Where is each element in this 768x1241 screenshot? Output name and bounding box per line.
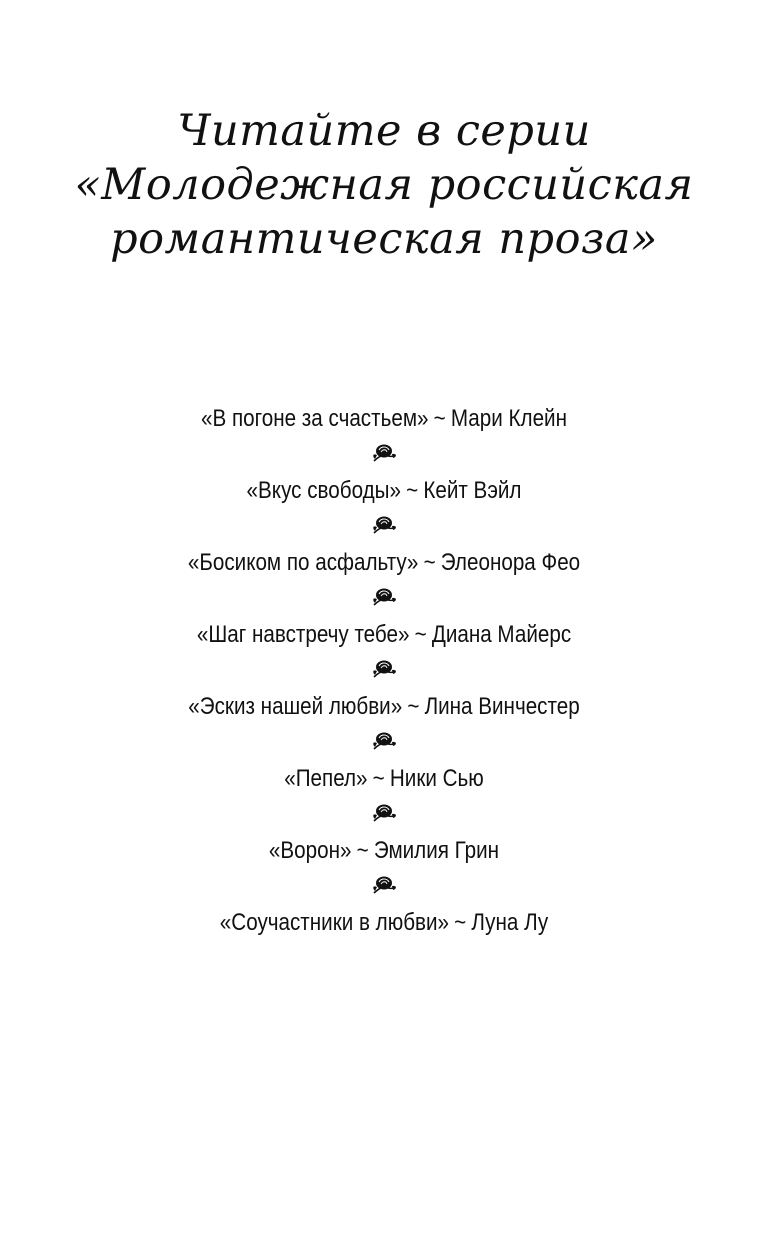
book-line xyxy=(54,473,714,509)
book-author: Эмилия Грин xyxy=(373,837,500,864)
book-title: «Ворон» xyxy=(268,837,352,864)
book-entry xyxy=(0,689,768,761)
heading-line: «Молодежная российская xyxy=(74,160,694,210)
book-title: «Соучастники в любви» xyxy=(219,909,450,936)
book-author: Диана Майерс xyxy=(431,621,572,648)
book-title: «Босиком по асфальту» xyxy=(187,549,419,576)
book-entry xyxy=(0,905,768,977)
book-line xyxy=(54,617,714,653)
book-title: «Вкус свободы» xyxy=(246,477,401,504)
book-entry xyxy=(0,617,768,689)
rose-icon xyxy=(369,801,399,825)
book-author: Ники Сью xyxy=(389,765,484,792)
book-title: «Эскиз нашей любви» xyxy=(188,693,403,720)
tilde-separator: ~ xyxy=(407,693,420,720)
book-entry xyxy=(0,761,768,833)
rose-icon xyxy=(369,729,399,753)
book-author: Элеонора Фео xyxy=(440,549,581,576)
book-author: Луна Лу xyxy=(471,909,549,936)
rose-icon xyxy=(369,657,399,681)
tilde-separator: ~ xyxy=(454,909,467,936)
book-line xyxy=(54,545,714,581)
heading-line: Читайте в серии xyxy=(177,106,591,156)
book-line xyxy=(54,761,714,797)
book-line xyxy=(54,833,714,869)
rose-icon xyxy=(369,873,399,897)
book-entry xyxy=(0,473,768,545)
tilde-separator: ~ xyxy=(406,477,419,504)
tilde-separator: ~ xyxy=(433,405,446,432)
book-author: Мари Клейн xyxy=(450,405,567,432)
book-list xyxy=(0,401,768,977)
tilde-separator: ~ xyxy=(372,765,385,792)
book-line xyxy=(54,689,714,725)
series-heading xyxy=(0,104,768,266)
rose-icon xyxy=(369,513,399,537)
book-title: «В погоне за счастьем» xyxy=(201,405,429,432)
book-entry xyxy=(0,401,768,473)
heading-line: романтическая проза» xyxy=(110,214,658,264)
book-author: Кейт Вэйл xyxy=(423,477,522,504)
book-title: «Пепел» xyxy=(284,765,368,792)
tilde-separator: ~ xyxy=(423,549,436,576)
book-line xyxy=(54,905,714,941)
book-line xyxy=(54,401,714,437)
book-title: «Шаг навстречу тебе» xyxy=(196,621,410,648)
rose-icon xyxy=(369,441,399,465)
rose-icon xyxy=(369,585,399,609)
book-entry xyxy=(0,545,768,617)
tilde-separator: ~ xyxy=(414,621,427,648)
book-entry xyxy=(0,833,768,905)
tilde-separator: ~ xyxy=(356,837,369,864)
book-author: Лина Винчестер xyxy=(424,693,580,720)
